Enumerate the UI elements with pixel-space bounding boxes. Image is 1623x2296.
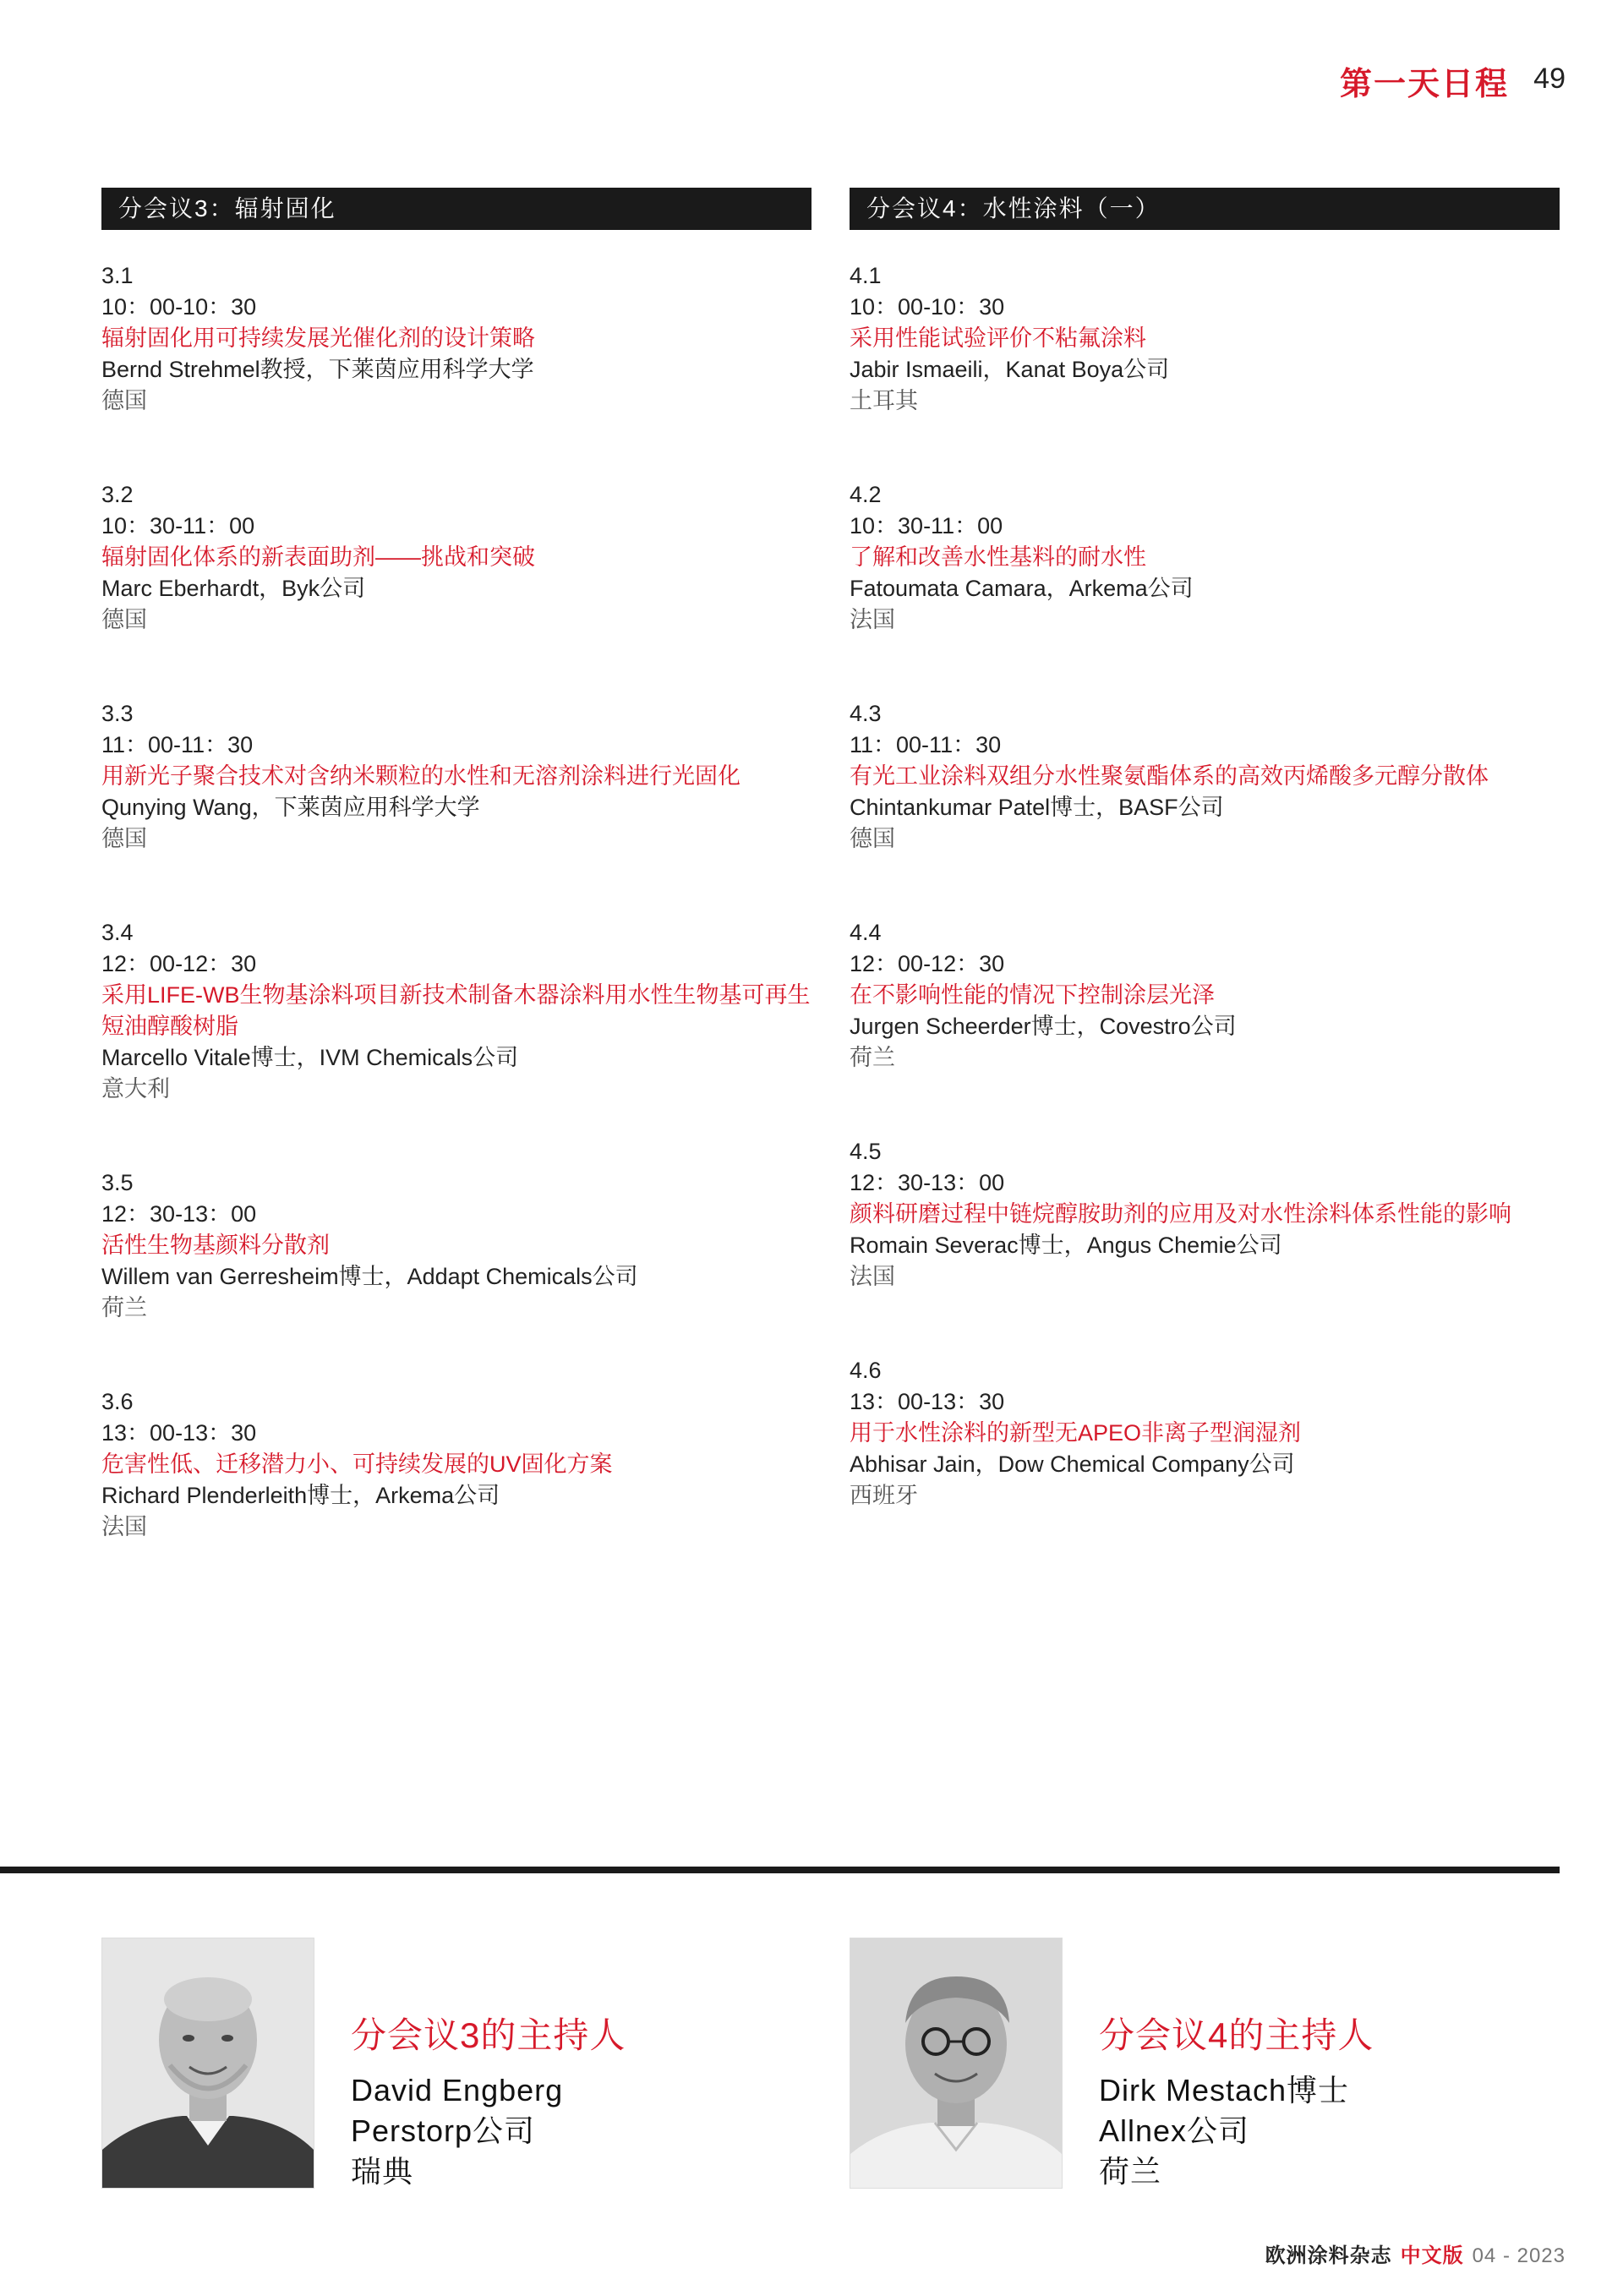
talk-title: 活性生物基颜料分散剂 <box>101 1233 330 1258</box>
chair-3-photo <box>101 1938 314 2189</box>
talk-title: 辐射固化用可持续发展光催化剂的设计策略 <box>101 325 535 351</box>
talk-time: 13：00-13：30 <box>850 1389 1005 1414</box>
talk-title: 用于水性涂料的新型无APEO非离子型润湿剂 <box>850 1420 1302 1446</box>
talk-speaker: Abhisar Jain，Dow Chemical Company公司 <box>850 1451 1295 1477</box>
talk-title: 颜料研磨过程中链烷醇胺助剂的应用及对水性涂料体系性能的影响 <box>850 1201 1511 1227</box>
chair-country: 瑞典 <box>351 2154 414 2189</box>
talk-3-2 <box>101 479 812 636</box>
talk-speaker: Marc Eberhardt，Byk公司 <box>101 576 366 601</box>
talk-country: 荷兰 <box>850 1045 895 1070</box>
chair-company: Perstorp公司 <box>351 2113 536 2148</box>
talk-speaker: Willem van Gerresheim博士，Addapt Chemicals公司 <box>101 1264 638 1289</box>
talk-time: 12：30-13：00 <box>850 1170 1005 1195</box>
talk-time: 12：00-12：30 <box>101 951 257 976</box>
talk-4-5 <box>850 1136 1560 1293</box>
talk-country: 德国 <box>101 826 147 851</box>
footer-magazine: 欧洲涂料杂志 <box>1265 2244 1392 2267</box>
talk-time: 10：00-10：30 <box>850 294 1005 320</box>
talk-time: 13：00-13：30 <box>101 1420 257 1446</box>
chair-3-info <box>351 2008 626 2192</box>
chair-name: David Engberg <box>351 2073 564 2107</box>
talk-title: 采用性能试验评价不粘氟涂料 <box>850 325 1146 351</box>
chair-4-photo <box>850 1938 1063 2189</box>
chair-company: Allnex公司 <box>1099 2113 1250 2148</box>
page-title: 第一天日程 <box>1339 67 1509 102</box>
session-4-column <box>850 188 1560 1512</box>
talk-country: 德国 <box>101 607 147 632</box>
talk-number: 4.2 <box>850 482 882 507</box>
chair-name: Dirk Mestach博士 <box>1099 2073 1350 2107</box>
talk-country: 意大利 <box>101 1076 170 1102</box>
talk-title: 辐射固化体系的新表面助剂——挑战和突破 <box>101 544 535 570</box>
chair-label: 分会议3的主持人 <box>351 2015 626 2055</box>
talk-country: 法国 <box>101 1514 147 1539</box>
talk-4-1 <box>850 260 1560 417</box>
page-number: 49 <box>1533 63 1566 95</box>
talk-speaker: Jabir Ismaeili，Kanat Boya公司 <box>850 357 1170 382</box>
talk-title: 在不影响性能的情况下控制涂层光泽 <box>850 982 1215 1008</box>
talk-time: 10：30-11：00 <box>850 513 1003 538</box>
talk-speaker: Fatoumata Camara，Arkema公司 <box>850 576 1194 601</box>
footer-issue: 04 - 2023 <box>1472 2244 1566 2267</box>
talk-time: 11：00-11：30 <box>101 732 254 757</box>
talk-number: 3.4 <box>101 920 134 945</box>
talk-4-6 <box>850 1355 1560 1512</box>
session-4-header: 分会议4：水性涂料（一） <box>850 188 1560 230</box>
talk-speaker: Richard Plenderleith博士，Arkema公司 <box>101 1483 500 1508</box>
talk-number: 4.1 <box>850 263 882 288</box>
talk-time: 10：00-10：30 <box>101 294 257 320</box>
talk-number: 3.6 <box>101 1389 134 1414</box>
chair-4-info <box>1099 2008 1374 2192</box>
talk-speaker: Chintankumar Patel博士，BASF公司 <box>850 795 1224 820</box>
talk-number: 3.3 <box>101 701 134 726</box>
talk-title: 用新光子聚合技术对含纳米颗粒的水性和无溶剂涂料进行光固化 <box>101 763 740 789</box>
talk-3-3 <box>101 698 812 855</box>
talk-3-5 <box>101 1167 812 1324</box>
talk-title: 危害性低、迁移潜力小、可持续发展的UV固化方案 <box>101 1451 613 1477</box>
talk-time: 11：00-11：30 <box>850 732 1002 757</box>
talk-3-4 <box>101 917 812 1105</box>
talk-speaker: Jurgen Scheerder博士，Covestro公司 <box>850 1014 1237 1039</box>
talk-3-6 <box>101 1386 812 1543</box>
talk-4-4 <box>850 917 1560 1074</box>
chair-country: 荷兰 <box>1099 2154 1162 2189</box>
chair-label: 分会议4的主持人 <box>1099 2015 1374 2055</box>
talk-speaker: Bernd Strehmel教授，下莱茵应用科学大学 <box>101 357 534 382</box>
talk-country: 法国 <box>850 607 895 632</box>
talk-time: 12：00-12：30 <box>850 951 1005 976</box>
talk-country: 德国 <box>101 388 147 413</box>
talk-number: 4.4 <box>850 920 882 945</box>
talk-title: 了解和改善水性基料的耐水性 <box>850 544 1146 570</box>
talk-number: 4.5 <box>850 1139 882 1164</box>
talk-country: 荷兰 <box>101 1295 147 1320</box>
talk-country: 土耳其 <box>850 388 918 413</box>
talk-number: 3.1 <box>101 263 134 288</box>
talk-time: 10：30-11：00 <box>101 513 255 538</box>
talk-country: 法国 <box>850 1264 895 1289</box>
talk-title: 有光工业涂料双组分水性聚氨酯体系的高效丙烯酸多元醇分散体 <box>850 763 1489 789</box>
talk-number: 3.5 <box>101 1170 134 1195</box>
talk-country: 西班牙 <box>850 1483 918 1508</box>
talk-number: 3.2 <box>101 482 134 507</box>
section-divider <box>0 1867 1560 1873</box>
talk-speaker: Qunying Wang，下莱茵应用科学大学 <box>101 795 480 820</box>
talk-3-1 <box>101 260 812 417</box>
session-3-column <box>101 188 812 1543</box>
talk-number: 4.6 <box>850 1358 882 1383</box>
session-3-header: 分会议3：辐射固化 <box>101 188 812 230</box>
talk-speaker: Romain Severac博士，Angus Chemie公司 <box>850 1233 1282 1258</box>
page-footer <box>1265 2239 1566 2268</box>
talk-4-2 <box>850 479 1560 636</box>
talk-4-3 <box>850 698 1560 855</box>
talk-time: 12：30-13：00 <box>101 1201 257 1227</box>
talk-country: 德国 <box>850 826 895 851</box>
talk-speaker: Marcello Vitale博士，IVM Chemicals公司 <box>101 1045 519 1070</box>
talk-title: 采用LIFE-WB生物基涂料项目新技术制备木器涂料用水性生物基可再生短油醇酸树脂 <box>101 982 811 1039</box>
talk-number: 4.3 <box>850 701 882 726</box>
footer-edition: 中文版 <box>1400 2244 1464 2267</box>
